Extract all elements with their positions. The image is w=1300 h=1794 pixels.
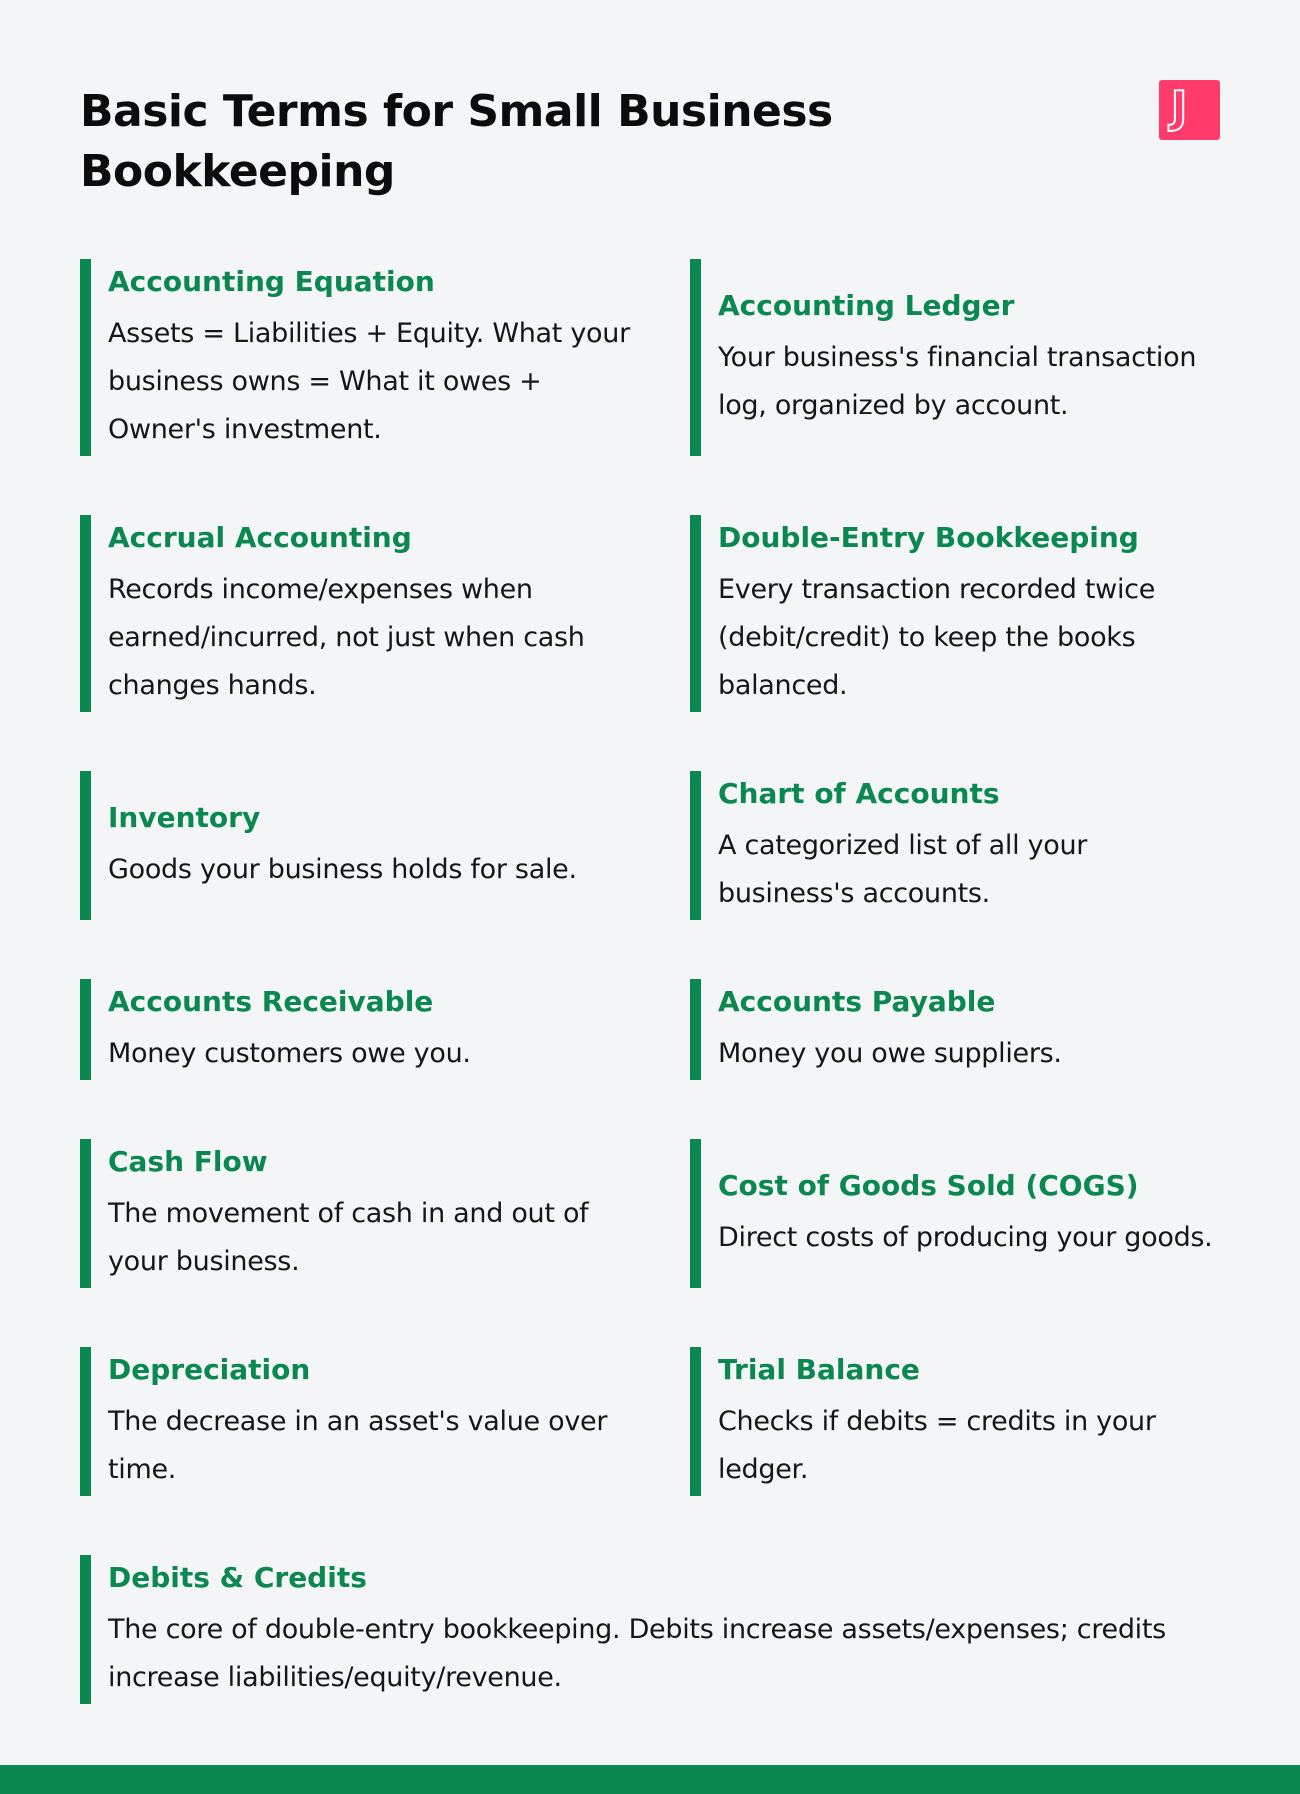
term-cogs xyxy=(690,1139,1230,1288)
term-title: Accrual Accounting xyxy=(108,520,412,554)
term-title: Accounting Equation xyxy=(108,264,435,298)
term-description: Records income/expenses when earned/incurred, not just when cash changes hands. xyxy=(108,573,585,701)
term-accrual-accounting xyxy=(80,515,640,712)
term-title: Accounts Receivable xyxy=(108,984,434,1018)
page-title: Basic Terms for Small Business Bookkeeping xyxy=(80,86,833,197)
footer-bar xyxy=(0,1765,1300,1794)
term-title: Debits & Credits xyxy=(108,1560,367,1594)
term-description: The movement of cash in and out of your business. xyxy=(108,1197,589,1277)
term-trial-balance xyxy=(690,1347,1230,1496)
term-description: A categorized list of all your business's accounts. xyxy=(718,829,1088,909)
term-title: Cost of Goods Sold (COGS) xyxy=(718,1168,1139,1202)
term-accounts-receivable xyxy=(80,979,640,1080)
term-description: Money you owe suppliers. xyxy=(718,1037,1062,1069)
term-inventory xyxy=(80,771,640,920)
logo-letter: J xyxy=(1170,82,1188,133)
term-description: The decrease in an asset's value over time. xyxy=(108,1405,608,1485)
term-description: Goods your business holds for sale. xyxy=(108,853,577,885)
term-description: Money customers owe you. xyxy=(108,1037,471,1069)
term-cash-flow xyxy=(80,1139,640,1288)
term-title: Trial Balance xyxy=(718,1352,920,1386)
term-description: Direct costs of producing your goods. xyxy=(718,1221,1213,1253)
term-description: Every transaction recorded twice (debit/credit) to keep the books balanced. xyxy=(718,573,1156,701)
term-description: Your business's financial transaction log, organized by account. xyxy=(718,341,1197,421)
term-title: Accounts Payable xyxy=(718,984,996,1018)
term-accounts-payable xyxy=(690,979,1230,1080)
term-description: Assets = Liabilities + Equity. What your business owns = What it owes + Owner's investment. xyxy=(108,317,630,445)
term-title: Double-Entry Bookkeeping xyxy=(718,520,1139,554)
term-title: Inventory xyxy=(108,800,261,834)
term-accounting-equation xyxy=(80,259,640,456)
term-depreciation xyxy=(80,1347,640,1496)
term-title: Depreciation xyxy=(108,1352,311,1386)
term-title: Cash Flow xyxy=(108,1144,268,1178)
term-debits-credits xyxy=(80,1555,1230,1704)
term-description: Checks if debits = credits in your ledger. xyxy=(718,1405,1156,1485)
term-description: The core of double-entry bookkeeping. Debits increase assets/expenses; credits increase liabilities/equity/revenue. xyxy=(108,1613,1166,1693)
term-chart-of-accounts xyxy=(690,771,1230,920)
term-title: Chart of Accounts xyxy=(718,776,1000,810)
brand-logo-icon xyxy=(1159,80,1220,140)
term-accounting-ledger xyxy=(690,259,1230,456)
term-double-entry-bookkeeping xyxy=(690,515,1230,712)
term-title: Accounting Ledger xyxy=(718,288,1015,322)
